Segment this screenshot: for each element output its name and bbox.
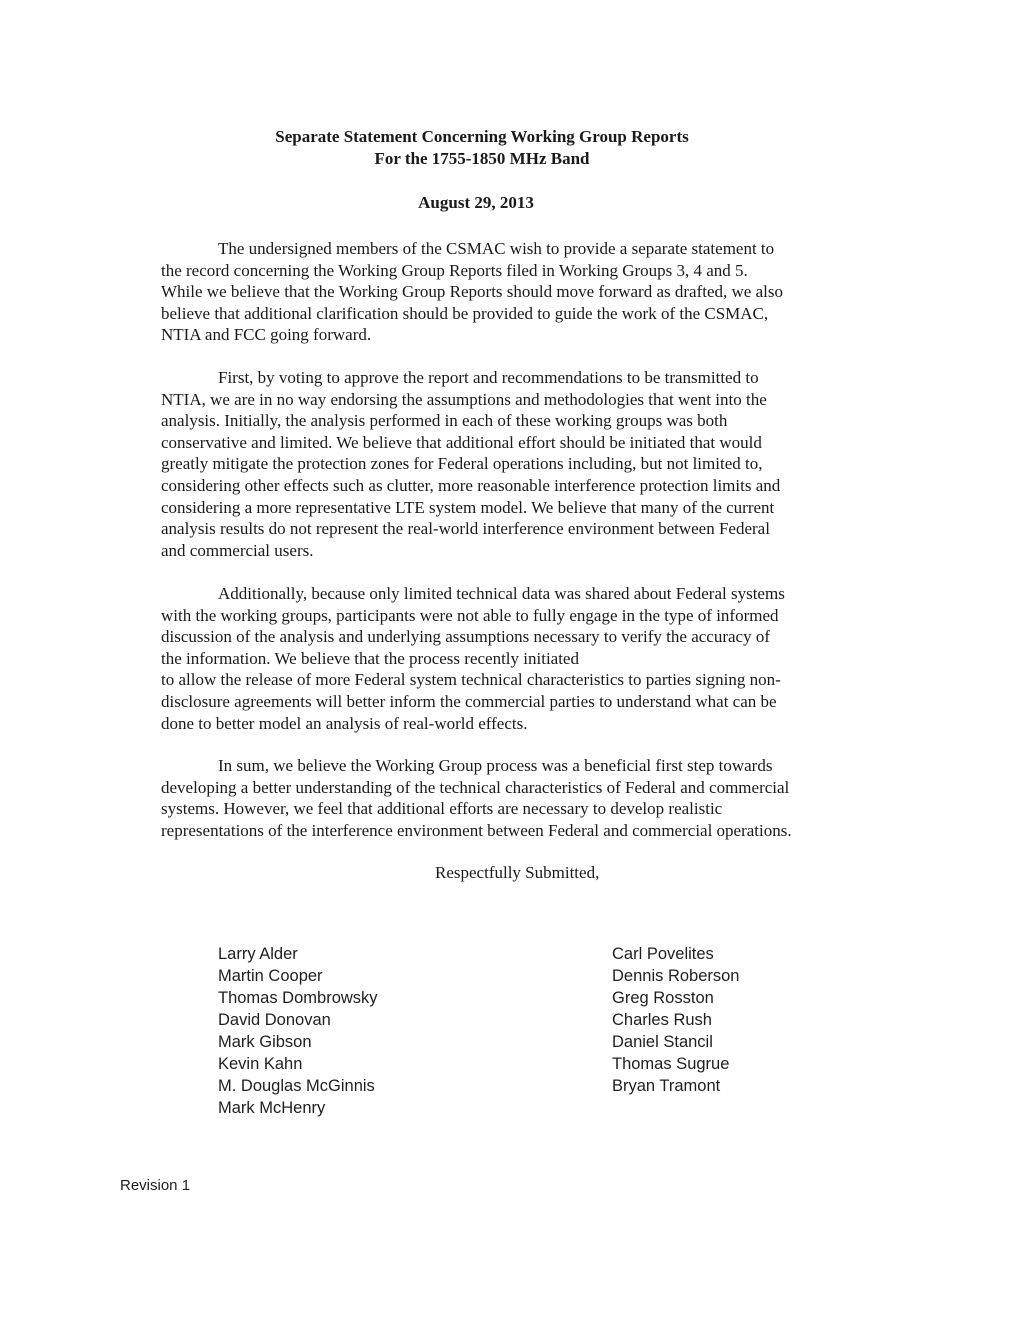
paragraph-line: systems. However, we feel that additional efforts are necessary to develop realistic	[161, 799, 723, 819]
paragraph-line: representations of the interference environment between Federal and commercial operations.	[161, 820, 792, 840]
closing-text: Respectfully Submitted,	[435, 863, 600, 882]
paragraph-additionally	[161, 583, 861, 734]
revision-footer: Revision 1	[120, 1177, 191, 1194]
paragraph-line: developing a better understanding of the technical characteristics of Federal and commercial	[161, 777, 790, 797]
document-date: August 29, 2013	[418, 193, 534, 212]
paragraph-line: NTIA and FCC going forward.	[161, 325, 372, 345]
signatory-name: Thomas Dombrowsky	[218, 989, 378, 1007]
signatory-name: M. Douglas McGinnis	[218, 1077, 375, 1095]
paragraph-line: considering other effects such as clutter, more reasonable interference protection limits and	[161, 475, 781, 495]
paragraph-line: Additionally, because only limited technical data was shared about Federal systems	[218, 584, 785, 603]
signatory-name: Carl Povelites	[612, 945, 714, 963]
paragraph-line: greatly mitigate the protection zones for Federal operations including, but not limited to,	[161, 454, 763, 474]
paragraph-line: and commercial users.	[161, 540, 314, 560]
paragraph-in-sum	[161, 755, 861, 841]
paragraph-line: the information. We believe that the process recently initiated	[161, 648, 579, 668]
signatory-name: David Donovan	[218, 1011, 331, 1029]
signatory-name: Dennis Roberson	[612, 967, 740, 985]
paragraph-line: to allow the release of more Federal system technical characteristics to parties signing non-	[161, 670, 781, 690]
paragraph-line: The undersigned members of the CSMAC wish to provide a separate statement to	[218, 239, 775, 258]
document-title	[0, 126, 964, 170]
signatory-name: Mark McHenry	[218, 1099, 326, 1117]
title-line-2: For the 1755-1850 MHz Band	[374, 149, 590, 168]
signatory-name: Thomas Sugrue	[612, 1055, 730, 1073]
signatory-name: Martin Cooper	[218, 967, 323, 985]
paragraph-line: believe that additional clarification should be provided to guide the work of the CSMAC,	[161, 303, 769, 323]
paragraph-line: done to better model an analysis of real-world effects.	[161, 713, 528, 733]
signatory-name: Bryan Tramont	[612, 1077, 721, 1095]
paragraph-line: First, by voting to approve the report and recommendations to be transmitted to	[218, 368, 759, 387]
paragraph-line: discussion of the analysis and underlying assumptions necessary to verify the accuracy of	[161, 627, 771, 647]
signatories-right	[612, 943, 740, 1097]
paragraph-line: NTIA, we are in no way endorsing the assumptions and methodologies that went into the	[161, 389, 767, 409]
signatory-name: Mark Gibson	[218, 1033, 312, 1051]
paragraph-line: conservative and limited. We believe that additional effort should be initiated that would	[161, 432, 762, 452]
paragraph-line: the record concerning the Working Group Reports filed in Working Groups 3, 4 and 5.	[161, 260, 748, 280]
paragraph-line: While we believe that the Working Group Reports should move forward as drafted, we also	[161, 282, 783, 302]
paragraph-first	[161, 367, 861, 561]
paragraph-line: with the working groups, participants were not able to fully engage in the type of informed	[161, 605, 779, 625]
paragraph-line: analysis. Initially, the analysis performed in each of these working groups was both	[161, 411, 728, 431]
paragraph-line: In sum, we believe the Working Group process was a beneficial first step towards	[218, 756, 773, 775]
signatory-name: Larry Alder	[218, 945, 298, 963]
paragraph-intro	[161, 238, 861, 346]
title-line-1: Separate Statement Concerning Working Group Reports	[275, 127, 689, 146]
signatory-name: Daniel Stancil	[612, 1033, 713, 1051]
signatory-name: Greg Rosston	[612, 989, 714, 1007]
paragraph-line: considering a more representative LTE system model. We believe that many of the current	[161, 497, 775, 517]
signatory-name: Kevin Kahn	[218, 1055, 303, 1073]
signatories-left	[218, 943, 378, 1119]
paragraph-line: analysis results do not represent the real-world interference environment between Federal	[161, 519, 770, 539]
paragraph-line: disclosure agreements will better inform the commercial parties to understand what can be	[161, 691, 777, 711]
signatory-name: Charles Rush	[612, 1011, 712, 1029]
